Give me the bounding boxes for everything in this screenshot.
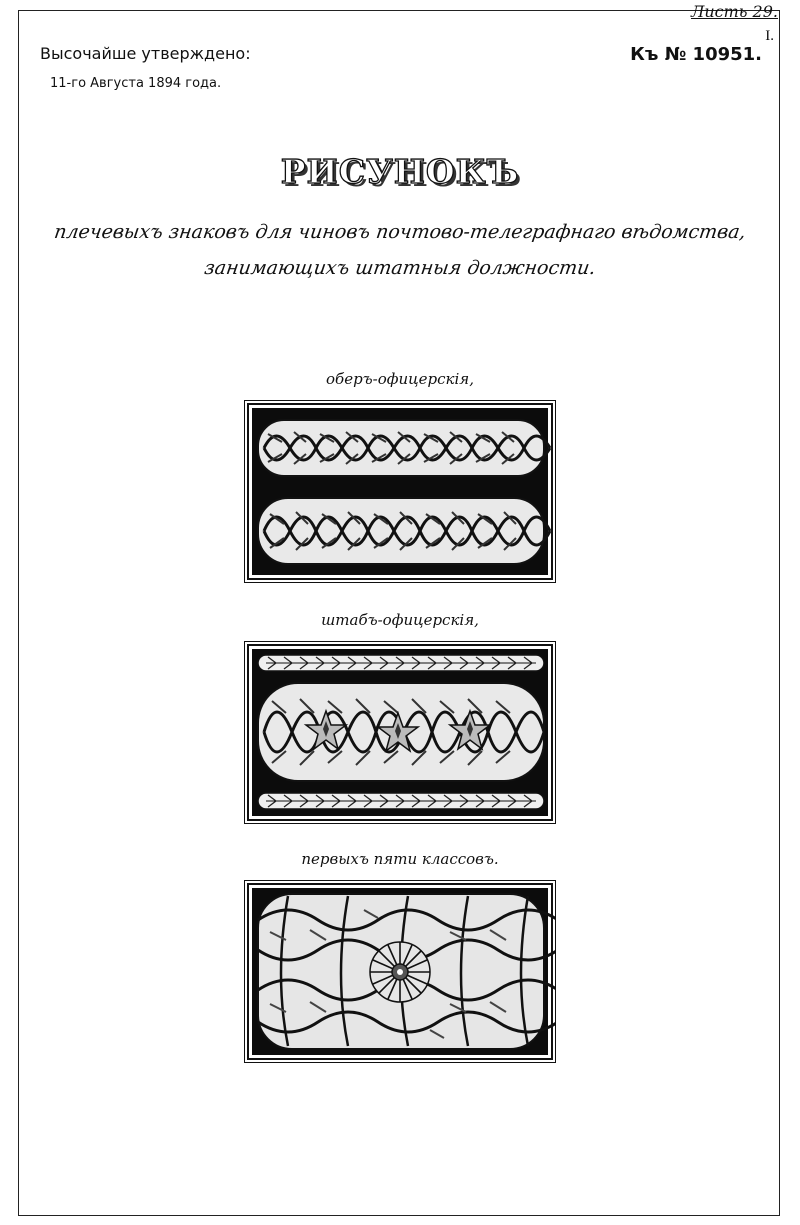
subtitle-line-1: плечевыхъ знаковъ для чиновъ почтово-телеграфнаго вѣдомства, [52,221,748,243]
braid-upper [258,420,550,476]
epaulette-first-five-classes-illustration [244,880,556,1063]
approval-date: 11-го Августа 1894 года. [50,76,222,91]
approval-note: Высочайше утверждено: [40,44,251,63]
caption-staff-officer: штабъ-офицерскія, [321,611,479,629]
roman-numeral: I. [765,28,774,44]
caption-first-five-classes: первыхъ пяти классовъ. [301,850,499,868]
epaulette-staff-officer-illustration [244,641,556,824]
piping-top [258,655,544,671]
subtitle-line-2: занимающихъ штатныя должности. [202,257,598,279]
braid-lower [258,498,550,564]
caption-ober-officer: оберъ-офицерскія, [326,370,474,388]
page-title: РИСУНОКЪ [280,152,520,191]
piping-bottom [258,793,544,809]
epaulette-ober-officer-illustration [244,400,556,583]
sheet-label: Листь 29. [690,2,778,21]
star-burst-icon [370,942,430,1002]
reference-number: Къ № 10951. [630,44,762,65]
